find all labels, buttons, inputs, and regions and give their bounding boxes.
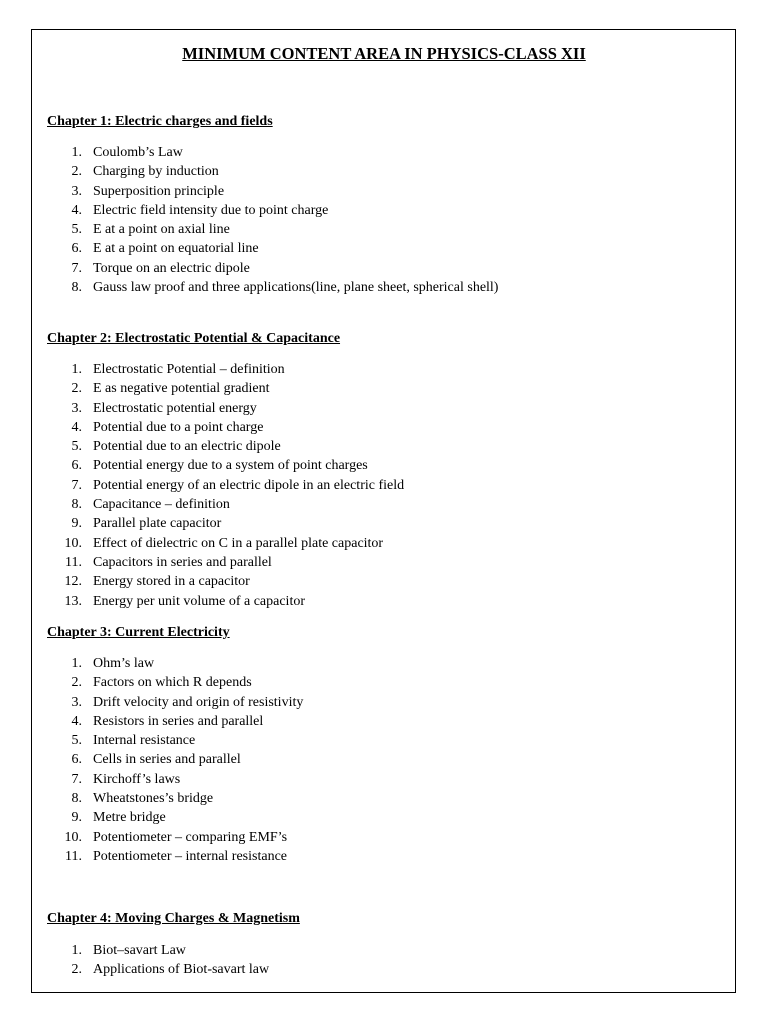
list-item-text: Energy stored in a capacitor xyxy=(93,574,250,590)
list-item-number: 9. xyxy=(71,810,82,826)
list-item-number: 1. xyxy=(71,362,82,377)
list-item-number: 3. xyxy=(71,183,82,199)
list-item-number: 9. xyxy=(71,516,82,532)
list-item-text: Applications of Biot-savart law xyxy=(93,962,270,978)
list-item-number: 5. xyxy=(71,222,82,238)
chapter-1-heading: Chapter 1: Electric charges and fields xyxy=(47,114,273,129)
list-item-text: Factors on which R depends xyxy=(93,675,252,691)
list-item-number: 11. xyxy=(65,554,82,570)
list-item-text: Charging by induction xyxy=(93,164,219,180)
list-item-text: Torque on an electric dipole xyxy=(93,260,250,276)
list-item-number: 4. xyxy=(71,419,82,435)
list-item-text: Potential due to a point charge xyxy=(93,419,264,435)
list-item-text: Electrostatic Potential – definition xyxy=(93,362,285,377)
list-item-text: Coulomb’s Law xyxy=(93,145,183,160)
list-item-number: 7. xyxy=(71,260,82,276)
list-item-text: Gauss law proof and three applications(line, plane sheet, spherical shell) xyxy=(93,280,499,296)
list-item-text: Superposition principle xyxy=(93,183,225,199)
list-item-number: 2. xyxy=(71,164,82,180)
list-item-number: 6. xyxy=(71,458,82,474)
list-item-number: 1. xyxy=(71,145,82,160)
document-title: MINIMUM CONTENT AREA IN PHYSICS-CLASS XII xyxy=(182,44,586,63)
list-item-text: Parallel plate capacitor xyxy=(93,516,222,532)
list-item-text: Potentiometer – comparing EMF’s xyxy=(93,829,288,845)
list-item-number: 7. xyxy=(71,771,82,787)
list-item-number: 3. xyxy=(71,400,82,416)
list-item-text: Potential energy due to a system of point charges xyxy=(93,458,368,474)
list-item-text: Wheatstones’s bridge xyxy=(93,791,214,807)
list-item-text: Drift velocity and origin of resistivity xyxy=(93,694,304,710)
list-item-number: 4. xyxy=(71,202,82,218)
list-item-text: Cells in series and parallel xyxy=(93,752,241,768)
list-item-number: 6. xyxy=(71,241,82,257)
list-item-number: 10. xyxy=(64,829,82,845)
list-item-number: 11. xyxy=(65,848,82,864)
list-item-text: Electrostatic potential energy xyxy=(93,400,257,416)
list-item-text: E as negative potential gradient xyxy=(93,381,270,397)
list-item-number: 5. xyxy=(71,439,82,455)
list-item-number: 2. xyxy=(71,381,82,397)
list-item-text: Resistors in series and parallel xyxy=(93,713,264,729)
list-item-text: Electric field intensity due to point charge xyxy=(93,202,329,218)
list-item-number: 8. xyxy=(71,497,82,513)
list-item-number: 1. xyxy=(71,943,82,958)
list-item-number: 7. xyxy=(71,477,82,493)
list-item-number: 2. xyxy=(71,675,82,691)
list-item-number: 6. xyxy=(71,752,82,768)
list-item-number: 5. xyxy=(71,733,82,749)
list-item-text: Energy per unit volume of a capacitor xyxy=(93,593,305,609)
list-item-number: 10. xyxy=(64,535,82,551)
list-item-text: Effect of dielectric on C in a parallel plate capacitor xyxy=(93,535,384,551)
chapter-2-heading: Chapter 2: Electrostatic Potential & Capacitance xyxy=(47,331,341,346)
list-item-text: Kirchoff’s laws xyxy=(93,771,181,787)
list-item-number: 3. xyxy=(71,694,82,710)
list-item-text: Potential energy of an electric dipole in an electric field xyxy=(93,477,405,493)
list-item-text: Ohm’s law xyxy=(93,656,155,671)
list-item-number: 1. xyxy=(71,656,82,671)
list-item-text: Biot–savart Law xyxy=(93,943,186,958)
list-item-number: 4. xyxy=(71,713,82,729)
list-item-number: 8. xyxy=(71,791,82,807)
list-item-text: Capacitance – definition xyxy=(93,497,230,513)
list-item-number: 12. xyxy=(64,574,82,590)
chapter-3-heading: Chapter 3: Current Electricity xyxy=(47,625,230,640)
list-item-number: 13. xyxy=(64,593,82,609)
list-item-number: 2. xyxy=(71,962,82,978)
list-item-text: Potential due to an electric dipole xyxy=(93,439,281,455)
list-item-text: Capacitors in series and parallel xyxy=(93,554,272,570)
list-item-number: 8. xyxy=(71,280,82,296)
list-item-text: Potentiometer – internal resistance xyxy=(93,848,287,864)
list-item-text: Internal resistance xyxy=(93,733,196,749)
list-item-text: Metre bridge xyxy=(93,810,166,826)
list-item-text: E at a point on axial line xyxy=(93,222,230,238)
list-item-text: E at a point on equatorial line xyxy=(93,241,259,257)
chapter-4-heading: Chapter 4: Moving Charges & Magnetism xyxy=(47,911,300,926)
